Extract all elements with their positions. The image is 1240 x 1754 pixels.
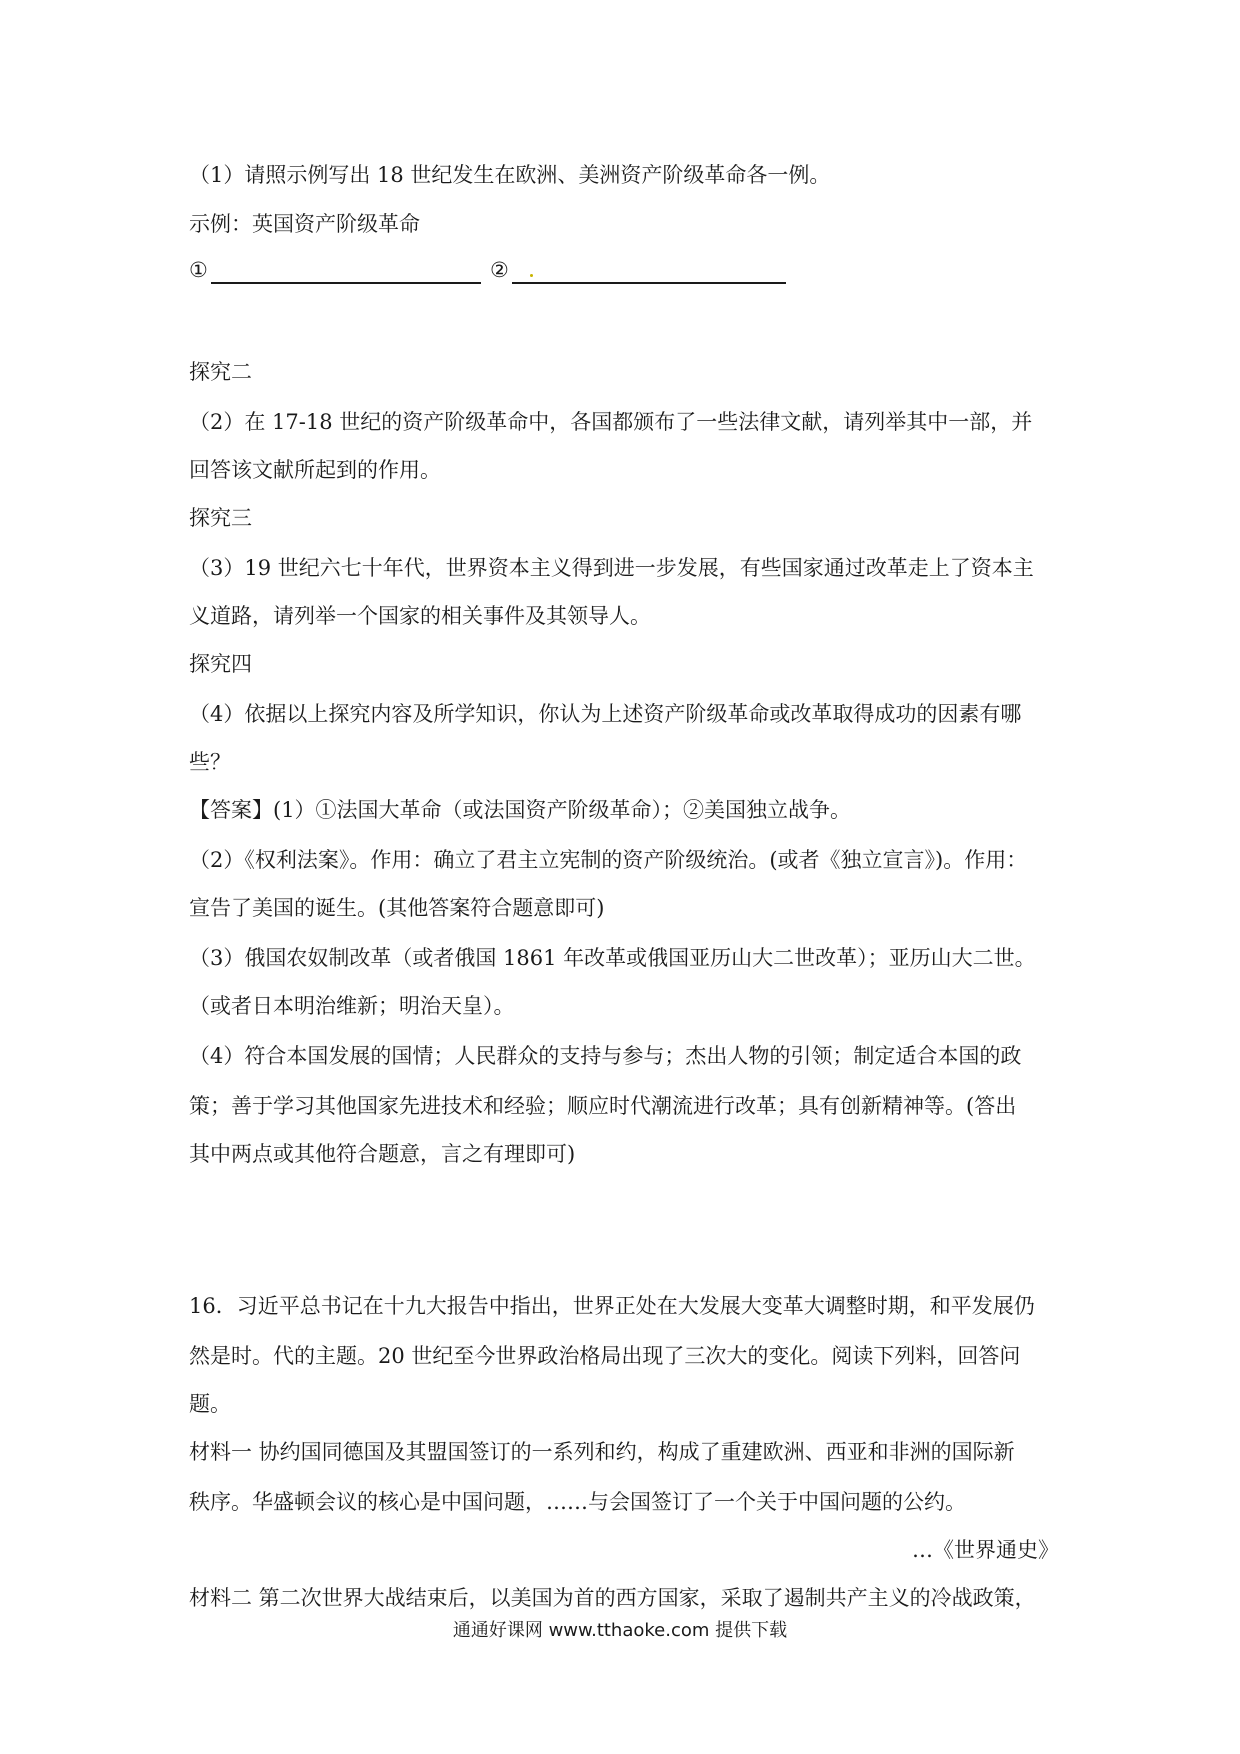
material-2-line-1: 材料二 第二次世界大战结束后，以美国为首的西方国家，采取了遏制共产主义的冷战政策， xyxy=(189,1586,1036,1610)
material-1-line-2: 秩序。华盛顿会议的核心是中国问题，……与会国签订了一个关于中国问题的公约。 xyxy=(189,1490,966,1514)
question-16-line-1: 16．习近平总书记在十九大报告中指出，世界正处在大发展大变革大调整时期，和平发展仍 xyxy=(189,1294,1035,1318)
section-heading-3: 探究三 xyxy=(189,506,252,530)
blank-1-marker: ① xyxy=(189,258,208,282)
question-4-line-1: （4）依据以上探究内容及所学知识，你认为上述资产阶级革命或改革取得成功的因素有哪 xyxy=(189,702,1022,726)
question-2-line-1: （2）在 17-18 世纪的资产阶级革命中，各国都颁布了一些法律文献，请列举其中一部，并 xyxy=(189,410,1033,434)
question-16-line-3: 题。 xyxy=(189,1392,231,1416)
blank-2-line xyxy=(512,282,786,284)
answer-2-line-2: 宣告了美国的诞生。(其他答案符合题意即可) xyxy=(189,896,605,920)
example-text: 示例：英国资产阶级革命 xyxy=(189,212,420,236)
question-16-line-2: 然是时。代的主题。20 世纪至今世界政治格局出现了三次大的变化。阅读下列料，回答问 xyxy=(189,1344,1021,1368)
question-1-prompt: （1）请照示例写出 18 世纪发生在欧洲、美洲资产阶级革命各一例。 xyxy=(189,163,831,187)
blank-1-line xyxy=(211,282,481,284)
answer-blanks xyxy=(189,254,809,288)
material-1-source: …《世界通史》 xyxy=(912,1538,1059,1562)
answer-2-line-1: （2）《权利法案》。作用：确立了君主立宪制的资产阶级统治。(或者《独立宣言》)。作用： xyxy=(189,848,1028,872)
answer-1: 【答案】(1）①法国大革命（或法国资产阶级革命）；②美国独立战争。 xyxy=(189,798,852,822)
answer-4-line-2: 策；善于学习其他国家先进技术和经验；顺应时代潮流进行改革；具有创新精神等。(答出 xyxy=(189,1094,1017,1118)
question-2-line-2: 回答该文献所起到的作用。 xyxy=(189,458,441,482)
section-heading-2: 探究二 xyxy=(189,360,252,384)
answer-4-line-1: （4）符合本国发展的国情；人民群众的支持与参与；杰出人物的引领；制定适合本国的政 xyxy=(189,1044,1022,1068)
section-heading-4: 探究四 xyxy=(189,652,252,676)
stray-dot xyxy=(530,274,533,277)
page-footer: 通通好课网 www.tthaoke.com 提供下载 xyxy=(452,1620,788,1641)
answer-3-line-1: （3）俄国农奴制改革（或者俄国 1861 年改革或俄国亚历山大二世改革）；亚历山大二世。 xyxy=(189,946,1036,970)
answer-3-line-2: （或者日本明治维新；明治天皇）。 xyxy=(189,994,515,1018)
blank-2-marker: ② xyxy=(490,258,509,282)
question-4-line-2: 些？ xyxy=(189,750,231,774)
answer-4-line-3: 其中两点或其他符合题意，言之有理即可) xyxy=(189,1142,576,1166)
material-1-line-1: 材料一 协约国同德国及其盟国签订的一系列和约，构成了重建欧洲、西亚和非洲的国际新 xyxy=(189,1440,1015,1464)
question-3-line-2: 义道路，请列举一个国家的相关事件及其领导人。 xyxy=(189,604,651,628)
question-3-line-1: （3）19 世纪六七十年代，世界资本主义得到进一步发展，有些国家通过改革走上了资本主 xyxy=(189,556,1034,580)
